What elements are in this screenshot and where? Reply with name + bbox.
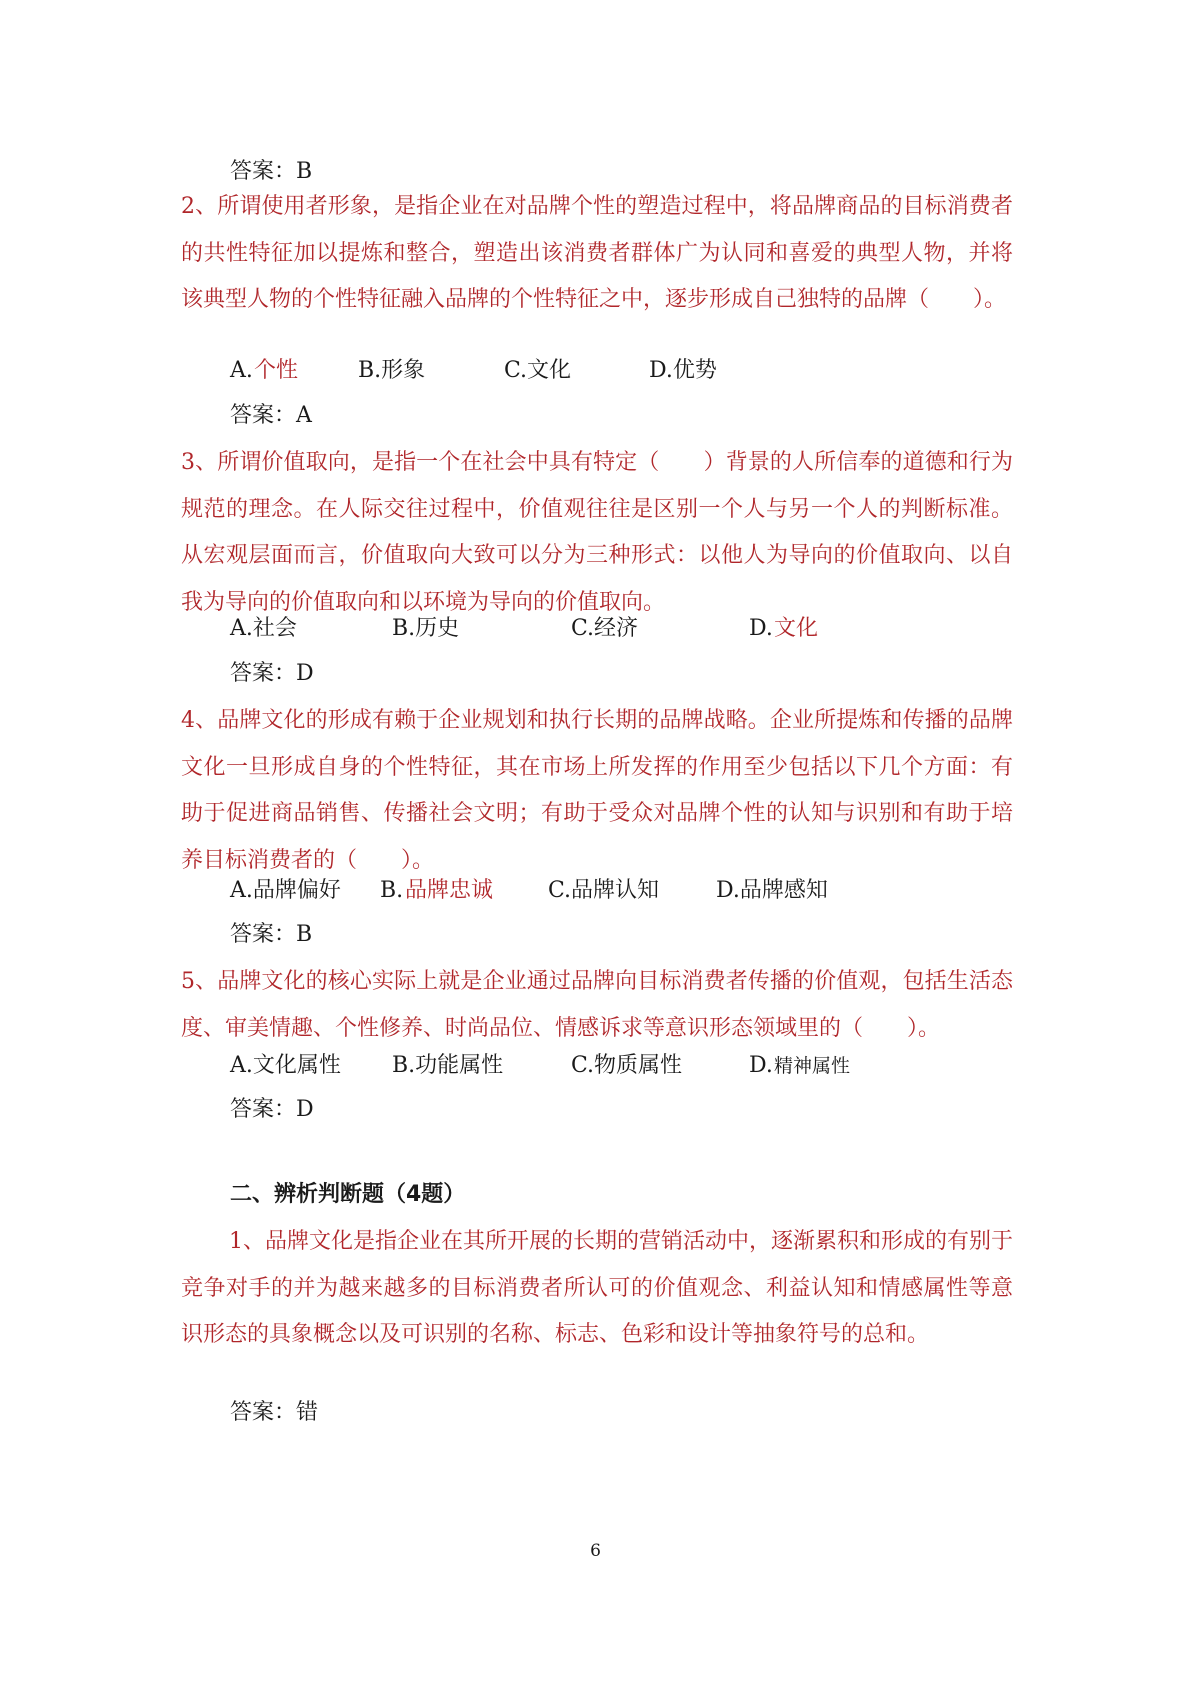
answer-q2: 答案：A bbox=[230, 403, 312, 428]
option-a-text: 个性 bbox=[254, 358, 299, 383]
option-d: D.品牌感知 bbox=[716, 878, 828, 903]
option-d-text: 文化 bbox=[774, 616, 819, 641]
question-2: 2、所谓使用者形象，是指企业在对品牌个性的塑造过程中，将品牌商品的目标消费者的共性特征加以提炼和整合，塑造出该消费者群体广为认同和喜爱的典型人物，并将该典型人物的个性特征融入品牌的个性特征之中，逐步形成自己独特的品牌（ ）。 bbox=[181, 194, 1013, 312]
option-c: C.品牌认知 bbox=[548, 878, 660, 903]
question-5: 5、品牌文化的核心实际上就是企业通过品牌向目标消费者传播的价值观，包括生活态度、审美情趣、个性修养、时尚品位、情感诉求等意识形态领域里的（ ）。 bbox=[181, 969, 1013, 1041]
option-d: D.优势 bbox=[649, 358, 717, 383]
answer-q4: 答案：B bbox=[230, 922, 313, 947]
option-d-text bbox=[774, 1051, 850, 1081]
judge-item-1: 1、品牌文化是指企业在其所开展的长期的营销活动中，逐渐累积和形成的有别于竞争对手的并为越来越多的目标消费者所认可的价值观念、利益认知和情感属性等意识形态的具象概念以及可识别的名称、标志、色彩和设计等抽象符号的总和。 bbox=[181, 1229, 1013, 1347]
option-a: A.文化属性 bbox=[230, 1053, 341, 1078]
answer-q1: 答案：B bbox=[230, 159, 313, 184]
option-b: B.形象 bbox=[358, 358, 426, 383]
answer-q5: 答案：D bbox=[230, 1097, 314, 1122]
option-c: C.文化 bbox=[504, 358, 572, 383]
options-q3 bbox=[230, 614, 1030, 644]
option-d-prefix: D. bbox=[749, 1053, 773, 1078]
option-d-prefix: D. bbox=[749, 616, 773, 641]
option-b-text: 品牌忠诚 bbox=[405, 878, 494, 903]
page-number: 6 bbox=[590, 1541, 601, 1561]
options-q5 bbox=[230, 1051, 1030, 1081]
option-d-label: 精神属性 bbox=[774, 1055, 851, 1077]
judge-answer-1: 答案：错 bbox=[230, 1400, 319, 1425]
answer-q3: 答案：D bbox=[230, 661, 314, 686]
option-c: C.经济 bbox=[571, 616, 639, 641]
option-c: C.物质属性 bbox=[571, 1053, 683, 1078]
option-a-prefix: A. bbox=[230, 358, 253, 383]
option-b: B.功能属性 bbox=[392, 1053, 504, 1078]
option-a: A.社会 bbox=[230, 616, 297, 641]
option-b-prefix: B. bbox=[380, 878, 404, 903]
option-a: A.品牌偏好 bbox=[230, 878, 341, 903]
question-3: 3、所谓价值取向，是指一个在社会中具有特定（ ）背景的人所信奉的道德和行为规范的理念。在人际交往过程中，价值观往往是区别一个人与另一个人的判断标准。从宏观层面而言，价值取向大致可以分为三种形式：以他人为导向的价值取向、以自我为导向的价值取向和以环境为导向的价值取向。 bbox=[181, 450, 1013, 615]
question-4: 4、品牌文化的形成有赖于企业规划和执行长期的品牌战略。企业所提炼和传播的品牌文化一旦形成自身的个性特征，其在市场上所发挥的作用至少包括以下几个方面：有助于促进商品销售、传播社会文明；有助于受众对品牌个性的认知与识别和有助于培养目标消费者的（ ）。 bbox=[181, 708, 1013, 873]
option-b: B.历史 bbox=[392, 616, 460, 641]
section-title: 二、辨析判断题（4题） bbox=[230, 1182, 466, 1207]
options-q4 bbox=[230, 876, 1030, 906]
options-q2 bbox=[230, 356, 1030, 386]
